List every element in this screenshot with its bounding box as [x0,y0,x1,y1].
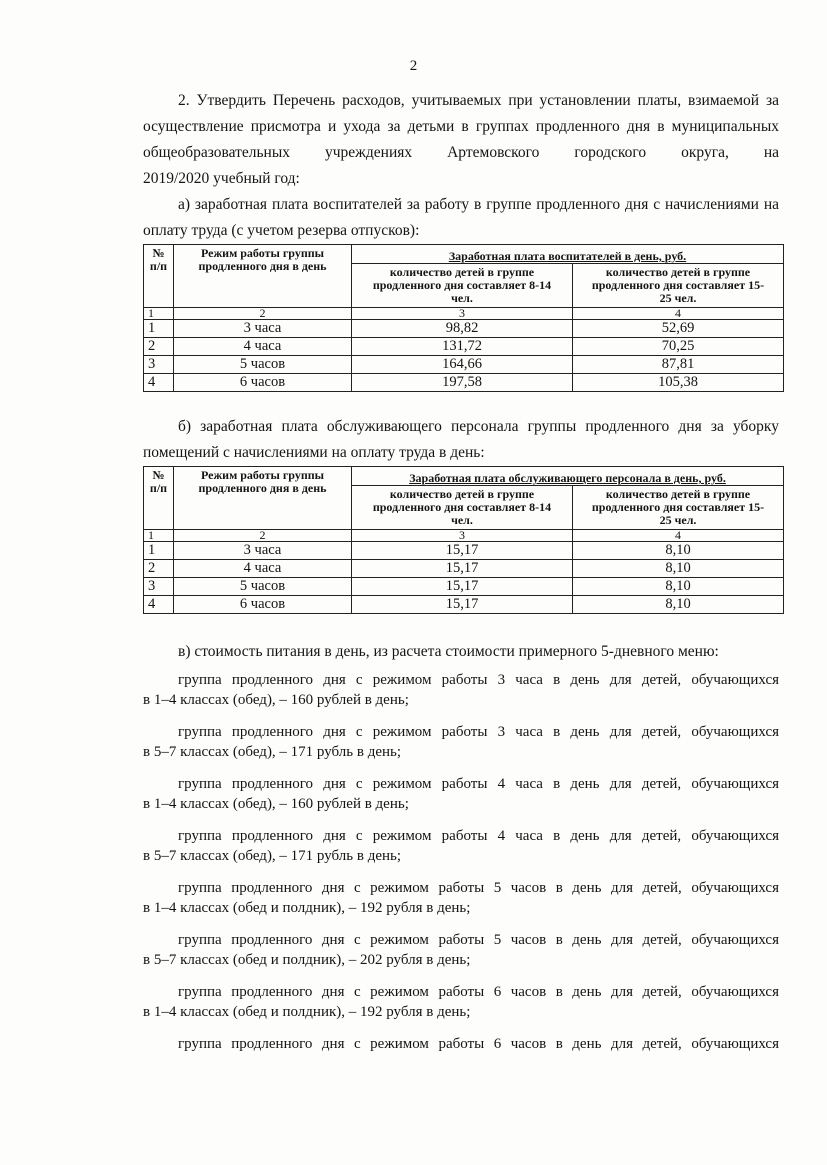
row-mode: 4 часа [174,560,352,578]
row-large: 105,38 [573,374,784,392]
row-number: 2 [144,338,174,356]
row-number: 1 [144,320,174,338]
section-b-paragraph: б) заработная плата обслуживающего персонала группы продленного дня за уборку помещений с начислениями на оплату труда в день: [143,418,779,461]
list-item [143,774,779,814]
row-small: 164,66 [352,356,573,374]
col-small-header: количество детей в группе продленного дня составляет 8-14 чел. [352,486,573,530]
col-small-header: количество детей в группе продленного дня составляет 8-14 чел. [352,264,573,308]
item-line-1: группа продленного дня с режимом работы 6 часов в день для детей, обучающихся [178,1036,779,1052]
intro-line-4: 2019/2020 учебный год: [143,170,300,187]
table-row [144,560,784,578]
list-item [143,1034,779,1054]
intro-line-1: 2. Утвердить Перечень расходов, учитываемых при установлении платы, взимаемой за [178,92,779,109]
col-number: 3 [352,530,573,542]
item-line-1: группа продленного дня с режимом работы 5 часов в день для детей, обучающихся [178,880,779,896]
row-small: 15,17 [352,596,573,614]
row-number: 4 [144,596,174,614]
staff-salary-table [143,466,784,614]
col-large-header: количество детей в группе продленного дня составляет 15-25 чел. [573,264,784,308]
item-line-1: группа продленного дня с режимом работы 6 часов в день для детей, обучающихся [178,984,779,1000]
row-large: 70,25 [573,338,784,356]
section-a-text [143,192,779,244]
table-row [144,542,784,560]
teacher-salary-table [143,244,784,392]
col-number: 3 [352,308,573,320]
item-line-2: в 1–4 классах (обед и полдник), – 192 рубля в день; [143,1004,471,1020]
col-num-header: № п/п [144,245,174,308]
intro-line-2: осуществление присмотра и ухода за детьми в группах продленного дня в муниципальных [143,118,779,135]
row-mode: 3 часа [174,542,352,560]
col-number: 2 [174,308,352,320]
section-b-text [143,414,779,466]
item-line-1: группа продленного дня с режимом работы 5 часов в день для детей, обучающихся [178,932,779,948]
list-item [143,878,779,918]
table-row [144,578,784,596]
row-large: 8,10 [573,542,784,560]
item-line-2: в 5–7 классах (обед и полдник), – 202 рубля в день; [143,952,471,968]
intro-paragraph [143,88,779,192]
table-row [144,338,784,356]
col-number: 1 [144,308,174,320]
row-large: 87,81 [573,356,784,374]
col-number: 1 [144,530,174,542]
row-number: 3 [144,356,174,374]
page-number: 2 [409,58,418,74]
section-a-paragraph: а) заработная плата воспитателей за работу в группе продленного дня с начислениями на оплату труда (с учетом резерва отпусков): [143,196,779,239]
col-mode-header: Режим работы группы продленного дня в день [174,245,352,308]
column-numbers-row [144,530,784,542]
row-large: 52,69 [573,320,784,338]
list-item [143,826,779,866]
row-mode: 6 часов [174,596,352,614]
item-line-1: группа продленного дня с режимом работы 4 часа в день для детей, обучающихся [178,828,779,844]
table-header-row [144,467,784,486]
row-mode: 5 часов [174,356,352,374]
col-number: 4 [573,308,784,320]
column-numbers-row [144,308,784,320]
item-line-1: группа продленного дня с режимом работы 3 часа в день для детей, обучающихся [178,672,779,688]
table-row [144,374,784,392]
row-small: 15,17 [352,578,573,596]
list-item [143,930,779,970]
col-number: 2 [174,530,352,542]
list-item [143,982,779,1022]
row-mode: 6 часов [174,374,352,392]
col-mode-header: Режим работы группы продленного дня в день [174,467,352,530]
row-small: 197,58 [352,374,573,392]
col-number: 4 [573,530,784,542]
row-number: 2 [144,560,174,578]
group-header: Заработная плата воспитателей в день, руб. [352,245,784,264]
item-line-1: группа продленного дня с режимом работы 3 часа в день для детей, обучающихся [178,724,779,740]
row-small: 131,72 [352,338,573,356]
row-large: 8,10 [573,596,784,614]
row-large: 8,10 [573,578,784,596]
row-small: 15,17 [352,560,573,578]
row-mode: 3 часа [174,320,352,338]
item-line-2: в 5–7 классах (обед), – 171 рубль в день; [143,848,402,864]
col-num-header: № п/п [144,467,174,530]
table-row [144,356,784,374]
row-large: 8,10 [573,560,784,578]
intro-line-3: общеобразовательных учреждениях Артемовского городского округа, на [143,144,779,161]
meal-cost-section [143,640,779,1054]
col-large-header: количество детей в группе продленного дня составляет 15-25 чел. [573,486,784,530]
item-line-2: в 5–7 классах (обед), – 171 рубль в день; [143,744,402,760]
item-line-1: группа продленного дня с режимом работы 4 часа в день для детей, обучающихся [178,776,779,792]
row-number: 3 [144,578,174,596]
item-line-2: в 1–4 классах (обед), – 160 рублей в день; [143,796,409,812]
item-line-2: в 1–4 классах (обед), – 160 рублей в день; [143,692,409,708]
row-number: 1 [144,542,174,560]
table-row [144,596,784,614]
row-small: 15,17 [352,542,573,560]
table-header-row [144,245,784,264]
list-item [143,670,779,710]
group-header: Заработная плата обслуживающего персонала в день, руб. [352,467,784,486]
item-line-2: в 1–4 классах (обед и полдник), – 192 рубля в день; [143,900,471,916]
section-c-title: в) стоимость питания в день, из расчета стоимости примерного 5-дневного меню: [178,643,719,660]
table-row [144,320,784,338]
list-item [143,722,779,762]
row-small: 98,82 [352,320,573,338]
row-number: 4 [144,374,174,392]
row-mode: 4 часа [174,338,352,356]
row-mode: 5 часов [174,578,352,596]
